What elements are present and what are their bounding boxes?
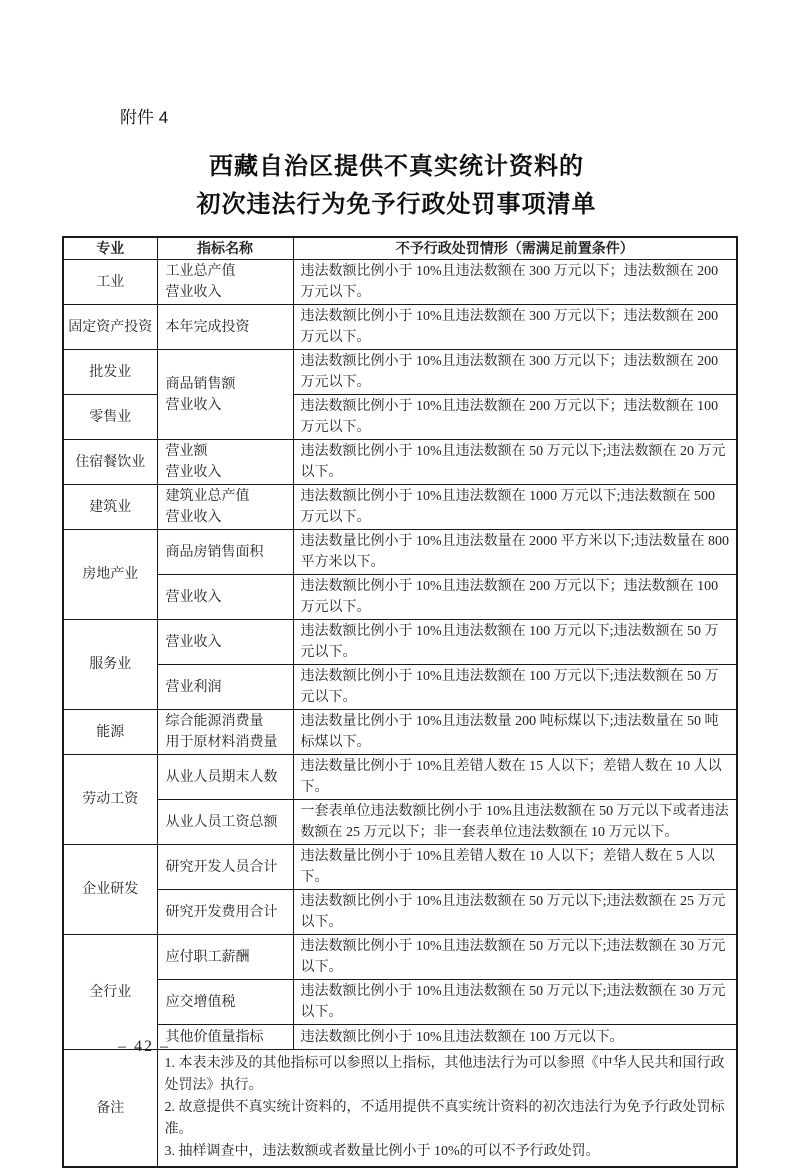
indicator-cell: 工业总产值 营业收入 bbox=[157, 260, 293, 305]
indicator-cell: 从业人员工资总额 bbox=[157, 800, 293, 845]
table-row bbox=[63, 440, 737, 485]
remark-line-1: 1. 本表未涉及的其他指标可以参照以上指标，其他违法行为可以参照《中华人民共和国行政处罚法》执行。 bbox=[164, 1056, 725, 1093]
table-header-row bbox=[63, 237, 737, 260]
attachment-label: 附件 4 bbox=[120, 108, 169, 127]
table-row bbox=[63, 755, 737, 800]
table-row bbox=[63, 485, 737, 530]
indicator-cell: 研究开发人员合计 bbox=[157, 845, 293, 890]
category-cell: 房地产业 bbox=[63, 530, 157, 620]
table-row bbox=[63, 845, 737, 890]
table-row bbox=[63, 305, 737, 350]
category-cell: 住宿餐饮业 bbox=[63, 440, 157, 485]
condition-cell: 违法数额比例小于 10%且违法数额在 50 万元以下;违法数额在 30 万元以下。 bbox=[293, 935, 737, 980]
condition-cell: 违法数额比例小于 10%且违法数额在 1000 万元以下;违法数额在 500 万元以下。 bbox=[293, 485, 737, 530]
condition-cell: 违法数量比例小于 10%且差错人数在 10 人以下；差错人数在 5 人以下。 bbox=[293, 845, 737, 890]
indicator-cell: 研究开发费用合计 bbox=[157, 890, 293, 935]
remark-content-cell bbox=[157, 1050, 737, 1168]
category-cell: 建筑业 bbox=[63, 485, 157, 530]
page-number: – 42 – bbox=[118, 1038, 170, 1055]
condition-cell: 违法数额比例小于 10%且违法数额在 300 万元以下；违法数额在 200 万元以下。 bbox=[293, 260, 737, 305]
condition-cell: 违法数额比例小于 10%且违法数额在 100 万元以下;违法数额在 50 万元以下。 bbox=[293, 620, 737, 665]
header-condition: 不予行政处罚情形（需满足前置条件） bbox=[293, 237, 737, 260]
condition-cell: 违法数额比例小于 10%且违法数额在 200 万元以下；违法数额在 100 万元以下。 bbox=[293, 575, 737, 620]
condition-cell: 违法数量比例小于 10%且违法数量在 2000 平方米以下;违法数量在 800 平方米以下。 bbox=[293, 530, 737, 575]
table-row bbox=[63, 575, 737, 620]
category-cell: 服务业 bbox=[63, 620, 157, 710]
header-indicator: 指标名称 bbox=[157, 237, 293, 260]
condition-cell: 违法数额比例小于 10%且违法数额在 50 万元以下;违法数额在 30 万元以下。 bbox=[293, 980, 737, 1025]
table-row bbox=[63, 935, 737, 980]
indicator-cell: 综合能源消费量 用于原材料消费量 bbox=[157, 710, 293, 755]
condition-cell: 违法数额比例小于 10%且违法数额在 300 万元以下；违法数额在 200 万元以下。 bbox=[293, 305, 737, 350]
remark-line-2: 2. 故意提供不真实统计资料的，不适用提供不真实统计资料的初次违法行为免予行政处罚标准。 bbox=[164, 1100, 725, 1137]
indicator-cell: 营业收入 bbox=[157, 620, 293, 665]
category-cell: 全行业 bbox=[63, 935, 157, 1050]
category-cell: 企业研发 bbox=[63, 845, 157, 935]
table-row bbox=[63, 890, 737, 935]
category-cell: 批发业 bbox=[63, 350, 157, 395]
category-cell: 能源 bbox=[63, 710, 157, 755]
table-row bbox=[63, 260, 737, 305]
remark-label-cell: 备注 bbox=[63, 1050, 157, 1168]
condition-cell: 违法数额比例小于 10%且违法数额在 200 万元以下；违法数额在 100 万元以下。 bbox=[293, 395, 737, 440]
table-row bbox=[63, 530, 737, 575]
table-row bbox=[63, 800, 737, 845]
penalty-exemption-table bbox=[62, 236, 738, 1168]
condition-cell: 一套表单位违法数额比例小于 10%且违法数额在 50 万元以下或者违法数额在 25 万元以下；非一套表单位违法数额在 10 万元以下。 bbox=[293, 800, 737, 845]
indicator-cell: 从业人员期末人数 bbox=[157, 755, 293, 800]
category-cell: 劳动工资 bbox=[63, 755, 157, 845]
remarks-row bbox=[63, 1050, 737, 1168]
indicator-cell: 商品销售额 营业收入 bbox=[157, 350, 293, 440]
indicator-cell: 营业额 营业收入 bbox=[157, 440, 293, 485]
document-title-line1: 西藏自治区提供不真实统计资料的 bbox=[209, 154, 584, 180]
header-category: 专业 bbox=[63, 237, 157, 260]
indicator-cell: 其他价值量指标 bbox=[157, 1025, 293, 1050]
condition-cell: 违法数量比例小于 10%且违法数量 200 吨标煤以下;违法数量在 50 吨标煤以下。 bbox=[293, 710, 737, 755]
category-cell: 零售业 bbox=[63, 395, 157, 440]
table-row bbox=[63, 980, 737, 1025]
indicator-cell: 应付职工薪酬 bbox=[157, 935, 293, 980]
category-cell: 固定资产投资 bbox=[63, 305, 157, 350]
indicator-cell: 商品房销售面积 bbox=[157, 530, 293, 575]
category-cell: 工业 bbox=[63, 260, 157, 305]
table-row bbox=[63, 350, 737, 395]
remark-line-3: 3. 抽样调查中，违法数额或者数量比例小于 10%的可以不予行政处罚。 bbox=[164, 1144, 600, 1159]
condition-cell: 违法数额比例小于 10%且违法数额在 50 万元以下;违法数额在 25 万元以下。 bbox=[293, 890, 737, 935]
condition-cell: 违法数额比例小于 10%且违法数额在 100 万元以下;违法数额在 50 万元以下。 bbox=[293, 665, 737, 710]
condition-cell: 违法数额比例小于 10%且违法数额在 50 万元以下;违法数额在 20 万元以下。 bbox=[293, 440, 737, 485]
indicator-cell: 应交增值税 bbox=[157, 980, 293, 1025]
condition-cell: 违法数额比例小于 10%且违法数额在 100 万元以下。 bbox=[293, 1025, 737, 1050]
indicator-cell: 营业利润 bbox=[157, 665, 293, 710]
table-row bbox=[63, 710, 737, 755]
indicator-cell: 建筑业总产值 营业收入 bbox=[157, 485, 293, 530]
table-row bbox=[63, 620, 737, 665]
table-row bbox=[63, 665, 737, 710]
condition-cell: 违法数额比例小于 10%且违法数额在 300 万元以下；违法数额在 200 万元以下。 bbox=[293, 350, 737, 395]
condition-cell: 违法数量比例小于 10%且差错人数在 15 人以下；差错人数在 10 人以下。 bbox=[293, 755, 737, 800]
indicator-cell: 本年完成投资 bbox=[157, 305, 293, 350]
indicator-cell: 营业收入 bbox=[157, 575, 293, 620]
document-title-line2: 初次违法行为免予行政处罚事项清单 bbox=[196, 192, 597, 218]
